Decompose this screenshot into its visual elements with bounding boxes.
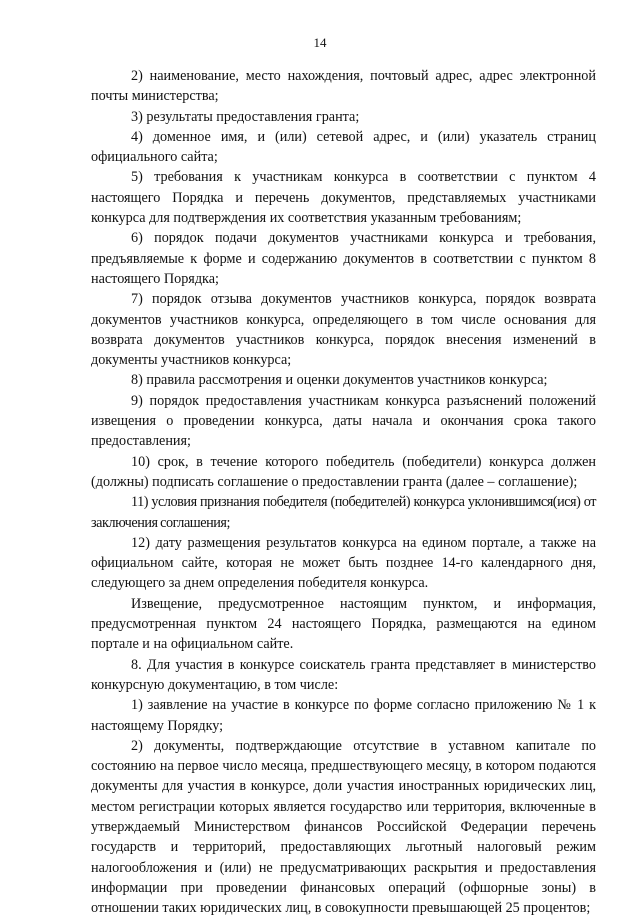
paragraph-section-8: 8. Для участия в конкурсе соискатель гранта представляет в министерство конкурсную документацию, в том числе: (91, 656, 596, 693)
paragraph-item-8: 8) правила рассмотрения и оценки документов участников конкурса; (131, 372, 548, 389)
paragraph-item-6: 6) порядок подачи документов участниками конкурса и требования, предъявляемые к форме и содержанию документов в соответствии с пунктом 8 настоящего Порядка; (91, 230, 596, 287)
paragraph-item-10: 10) срок, в течение которого победитель (победители) конкурса должен (должны) подписать соглашение о предоставлении гранта (далее – соглашение); (91, 453, 596, 490)
document-body (91, 66, 596, 918)
paragraph-item-5: 5) требования к участникам конкурса в соответствии с пунктом 4 настоящего Порядка и перечень документов, представляемых участниками конкурса для подтверждения их соответствия указанным требованиям; (91, 169, 596, 227)
paragraph-item-4: 4) доменное имя, и (или) сетевой адрес, и (или) указатель страниц официального сайта; (91, 128, 596, 166)
paragraph-item-2: 2) наименование, место нахождения, почтовый адрес, адрес электронной почты министерства; (91, 68, 596, 105)
paragraph-item-11: 11) условия признания победителя (победителей) конкурса уклонившимся(ися) от заключения соглашения; (91, 494, 596, 531)
paragraph-notice: Извещение, предусмотренное настоящим пунктом, и информация, предусмотренная пунктом 24 настоящего Порядка, размещаются на едином портале и на официальном сайте. (91, 595, 596, 653)
paragraph-item-7: 7) порядок отзыва документов участников конкурса, порядок возврата документов участников конкурса, определяющего в том числе основания для возврата документов участников конкурса, порядок внесения изменений в документы участников конкурса; (91, 291, 596, 369)
paragraph-item-12: 12) дату размещения результатов конкурса на едином портале, а также на официальном сайте, которая не может быть позднее 14-го календарного дня, следующего за днем определения победителя конкурса. (91, 534, 596, 592)
page-number: 14 (313, 35, 327, 50)
paragraph-item-9: 9) порядок предоставления участникам конкурса разъяснений положений извещения о проведении конкурса, даты начала и окончания срока такого предоставления; (91, 392, 596, 450)
paragraph-subitem-1: 1) заявление на участие в конкурсе по форме согласно приложению № 1 к настоящему Порядку; (91, 697, 596, 734)
paragraph-item-3: 3) результаты предоставления гранта; (131, 108, 360, 125)
paragraph-subitem-2: 2) документы, подтверждающие отсутствие в уставном капитале по состоянию на первое число месяца, предшествующего месяцу, в котором подаются документы для участия в конкурсе, доли участия иностранных юридических лиц, местом регистрации которых является государство или территория, включенные в утверждаемый Министерством финансов Российской Федерации перечень государств и территорий, предоставляющих льготный налоговый режим налогообложения и (или) не предусматривающих раскрытия и предоставления информации при проведении финансовых операций (офшорные зоны) в отношении таких юридических лиц, в совокупности превышающей 25 процентов; (91, 737, 596, 917)
